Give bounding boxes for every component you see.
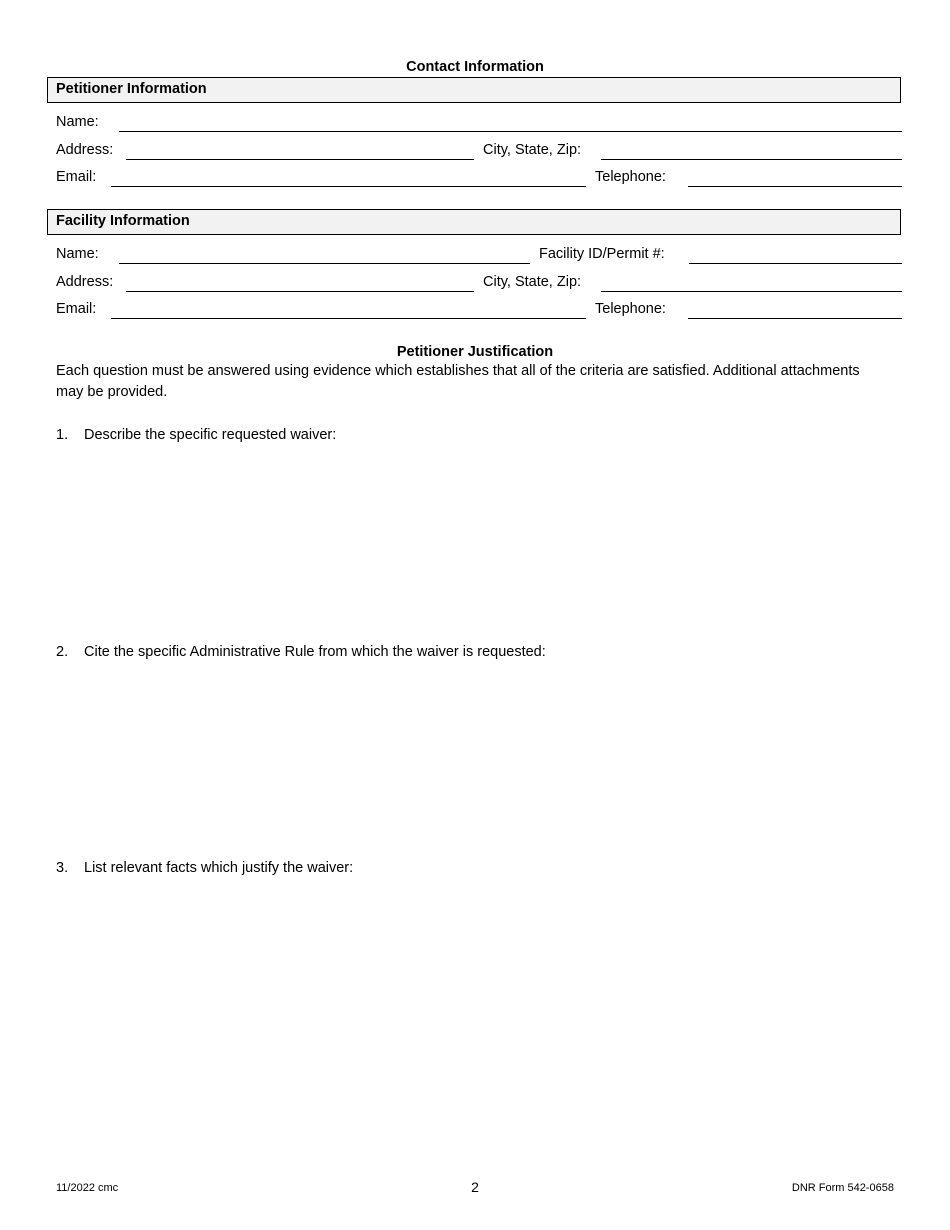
facility-id-label: Facility ID/Permit #: xyxy=(539,246,665,262)
facility-telephone-field[interactable] xyxy=(688,302,902,319)
petitioner-telephone-field[interactable] xyxy=(688,170,902,187)
footer-date: 11/2022 cmc xyxy=(56,1182,119,1194)
contact-information-heading: Contact Information xyxy=(406,59,544,75)
facility-name-label: Name: xyxy=(56,246,99,262)
question-1-answer[interactable] xyxy=(56,450,906,634)
facility-information-title: Facility Information xyxy=(56,213,190,229)
facility-information-header xyxy=(47,209,901,235)
petitioner-justification-heading: Petitioner Justification xyxy=(396,344,554,360)
petitioner-city-label: City, State, Zip: xyxy=(483,142,582,158)
petitioner-address-label: Address: xyxy=(56,142,114,158)
facility-email-field[interactable] xyxy=(111,302,586,319)
petitioner-information-header xyxy=(47,77,901,103)
petitioner-name-field[interactable] xyxy=(119,115,902,132)
petitioner-information-title: Petitioner Information xyxy=(56,81,207,97)
petitioner-city-field[interactable] xyxy=(601,143,902,160)
question-3-answer[interactable] xyxy=(56,883,906,1157)
facility-city-label: City, State, Zip: xyxy=(483,274,582,290)
question-1-text: Describe the specific requested waiver: xyxy=(84,427,337,443)
question-3-text: List relevant facts which justify the waiver: xyxy=(84,860,354,876)
facility-city-field[interactable] xyxy=(601,275,902,292)
question-2-answer[interactable] xyxy=(56,667,906,851)
facility-address-label: Address: xyxy=(56,274,114,290)
facility-address-field[interactable] xyxy=(126,275,474,292)
facility-name-field[interactable] xyxy=(119,247,530,264)
facility-id-field[interactable] xyxy=(689,247,902,264)
facility-telephone-label: Telephone: xyxy=(595,301,666,317)
footer-form-number: DNR Form 542-0658 xyxy=(791,1182,894,1194)
petitioner-address-field[interactable] xyxy=(126,143,474,160)
petitioner-email-label: Email: xyxy=(56,169,97,185)
petitioner-telephone-label: Telephone: xyxy=(595,169,666,185)
page-number: 2 xyxy=(471,1179,479,1195)
question-3-number: 3. xyxy=(56,860,69,876)
question-1-number: 1. xyxy=(56,427,69,443)
justification-intro: Each question must be answered using evidence which establishes that all of the criteria are satisfied. Additional attachments may be provided. xyxy=(56,363,860,400)
petitioner-name-label: Name: xyxy=(56,114,99,130)
facility-email-label: Email: xyxy=(56,301,97,317)
petitioner-email-field[interactable] xyxy=(111,170,586,187)
question-2-number: 2. xyxy=(56,644,69,660)
question-2-text: Cite the specific Administrative Rule from which the waiver is requested: xyxy=(84,644,546,660)
